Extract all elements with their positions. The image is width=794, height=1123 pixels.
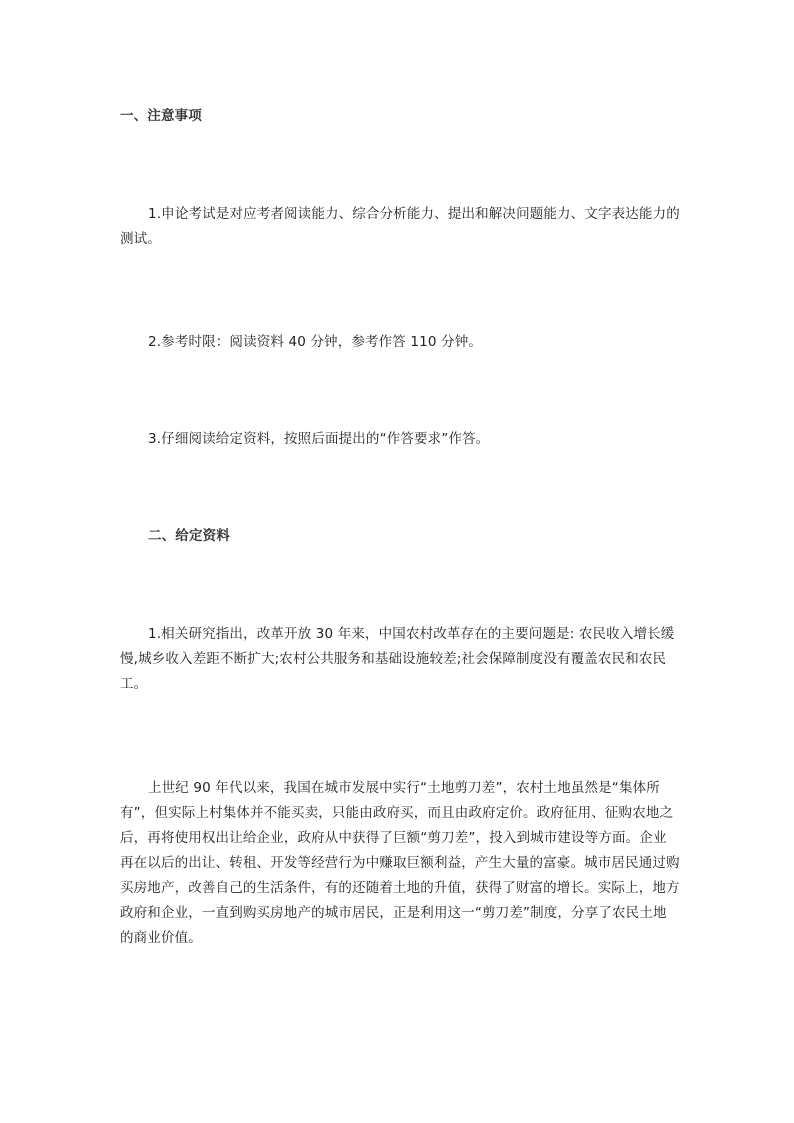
material-paragraph-2: 上世纪 90 年代以来，我国在城市发展中实行“土地剪刀差”，农村土地虽然是“集体所有”，但实际上村集体并不能买卖，只能由政府买，而且由政府定价。政府征用、征购农地之后，再将使用权出让给企业，政府从中获得了巨额“剪刀差”，投入到城市建设等方面。企业再在以后的出让、转租、开发等经营行为中赚取巨额利益，产生大量的富豪。城市居民通过购买房地产，改善自己的生活条件，有的还随着土地的升值，获得了财富的增长。实际上，地方政府和企业，一直到购买房地产的城市居民，正是利用这一“剪刀差”制度，分享了农民土地的商业价值。 [120,780,680,946]
note-item-2: 2.参考时限：阅读资料 40 分钟，参考作答 110 分钟。 [148,334,482,350]
note-item-3: 3.仔细阅读给定资料，按照后面提出的“作答要求”作答。 [148,431,490,447]
material-paragraph-1: 1.相关研究指出，改革开放 30 年来，中国农村改革存在的主要问题是: 农民收入增长缓慢,城乡收入差距不断扩大;农村公共服务和基础设施较差;社会保障制度没有覆盖农民和农民工。 [120,626,675,692]
section-heading-materials: 二、给定资料 [148,528,230,544]
section-heading-notes: 一、注意事项 [120,108,202,124]
note-item-1: 1.申论考试是对应考者阅读能力、综合分析能力、提出和解决问题能力、文字表达能力的测试。 [120,206,680,247]
